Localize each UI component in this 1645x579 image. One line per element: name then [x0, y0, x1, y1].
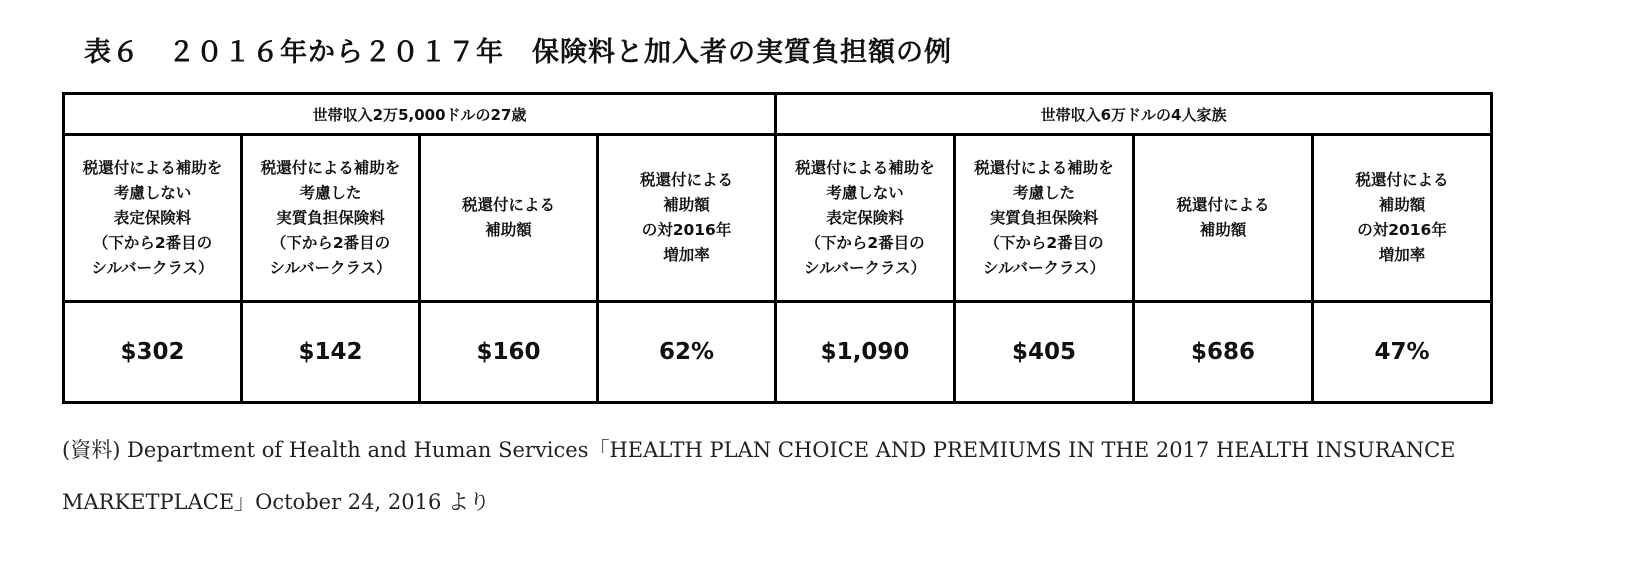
- group-header-family: 世帯収入6万ドルの4人家族: [776, 94, 1492, 135]
- column-header: 税還付による 補助額 の対2016年 増加率: [598, 135, 776, 302]
- column-header: 税還付による 補助額 の対2016年 増加率: [1313, 135, 1492, 302]
- column-header: 税還付による 補助額: [1134, 135, 1313, 302]
- column-header: 税還付による補助を 考慮しない 表定保険料 （下から2番目の シルバークラス）: [64, 135, 242, 302]
- source-note-line-2: MARKETPLACE」October 24, 2016 より: [62, 490, 490, 514]
- value-row: [64, 302, 1492, 403]
- column-header: 税還付による補助を 考慮した 実質負担保険料 （下から2番目の シルバークラス）: [242, 135, 420, 302]
- value-cell: 62%: [598, 302, 776, 403]
- value-cell: $160: [420, 302, 598, 403]
- value-cell: $686: [1134, 302, 1313, 403]
- table-title: 表６ ２０１６年から２０１７年 保険料と加入者の実質負担額の例: [84, 37, 952, 68]
- column-header: 税還付による 補助額: [420, 135, 598, 302]
- group-header-single: 世帯収入2万5,000ドルの27歳: [64, 94, 776, 135]
- source-note-line-1: (資料) Department of Health and Human Services「HEALTH PLAN CHOICE AND PREMIUMS IN THE 2017 HEALTH INSURANCE: [62, 438, 1456, 462]
- value-cell: $405: [955, 302, 1134, 403]
- column-header: 税還付による補助を 考慮した 実質負担保険料 （下から2番目の シルバークラス）: [955, 135, 1134, 302]
- value-cell: $1,090: [776, 302, 955, 403]
- value-cell: $302: [64, 302, 242, 403]
- column-header-row: [64, 135, 1492, 302]
- column-header: 税還付による補助を 考慮しない 表定保険料 （下から2番目の シルバークラス）: [776, 135, 955, 302]
- group-header-row: [64, 94, 1492, 135]
- value-cell: $142: [242, 302, 420, 403]
- value-cell: 47%: [1313, 302, 1492, 403]
- premium-table: [62, 92, 1493, 404]
